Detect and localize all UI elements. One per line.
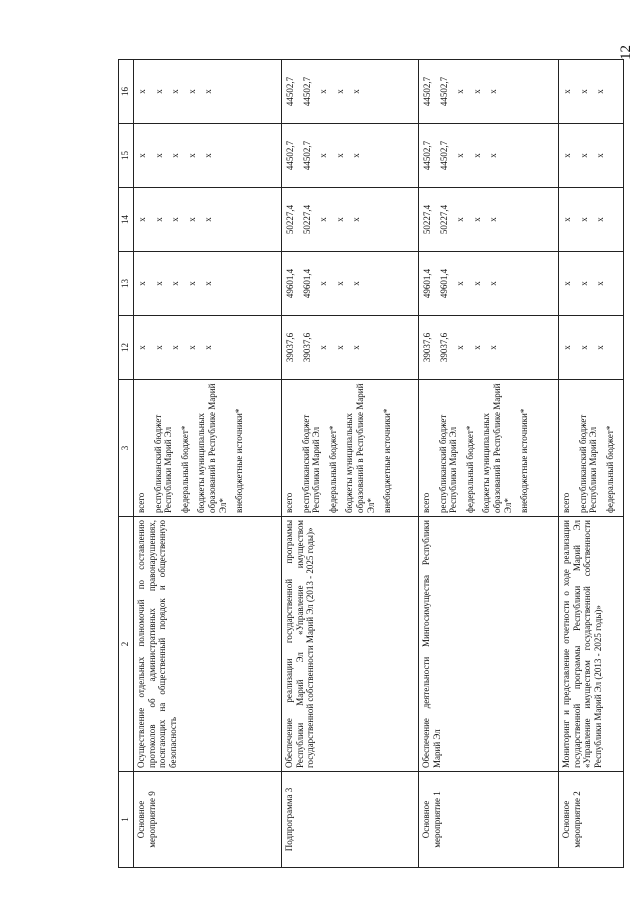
source-cell [282,380,419,517]
value: х [488,281,499,286]
rotated-table-container [118,60,615,868]
value: х [137,217,147,222]
value: х [488,153,499,158]
value: х [318,153,329,158]
value: 44502,7 [301,76,312,107]
value-cell-16 [134,60,282,124]
value: х [471,89,482,94]
source-cell [419,380,559,517]
value: х [351,217,362,222]
value: х [578,281,589,286]
row-code: Основное мероприятие 2 [559,772,624,868]
value-cell-14 [559,188,624,252]
value-cell-12 [134,316,282,380]
value: х [318,89,329,94]
value: х [351,281,362,286]
source-item: федеральный бюджет* [327,425,338,513]
source-item: внебюджетные источники* [234,408,245,513]
page-number: 12 [618,45,634,60]
table-row [282,60,419,868]
source-item: федеральный бюджет* [604,425,615,513]
value: х [334,89,345,94]
value: х [471,281,482,286]
source-item: всего [136,492,146,513]
value: х [488,345,499,350]
value-cell-13 [282,252,419,316]
value: х [562,345,572,350]
value: х [186,217,197,222]
source-item: внебюджетные источники* [382,408,393,513]
value: х [562,153,572,158]
value: х [170,345,181,350]
value: х [153,217,164,222]
source-item: всего [421,492,431,513]
financing-table [118,59,624,868]
value: х [186,281,197,286]
source-item: внебюджетные источники* [519,408,530,513]
value: 50227,4 [301,204,312,235]
value: х [595,217,606,222]
source-item: республиканский бюджет Республики Марий Эл [577,414,599,513]
value-cell-13 [419,252,559,316]
value: х [203,153,214,158]
value: х [153,89,164,94]
row-name: Обеспечение реализации государственной программы Республики Марий Эл «Управление имуществом государственной собственности Марий Эл (2013 - 2025 годы)» [282,517,419,772]
value: х [170,281,181,286]
row-code: Основное мероприятие 1 [419,772,559,868]
value: х [455,89,466,94]
value: х [471,217,482,222]
source-item: республиканский бюджет Республики Марий Эл [152,414,174,513]
value: х [203,217,214,222]
value: х [186,345,197,350]
value-cell-16 [419,60,559,124]
value-cell-16 [559,60,624,124]
value-cell-15 [282,124,419,188]
value: 49601,4 [301,268,312,299]
value: 39037,6 [285,332,295,363]
value: х [455,153,466,158]
value: 50227,4 [285,204,295,235]
source-item: бюджеты муниципальных образований в Республике Марий Эл* [196,383,228,513]
table-row [559,60,624,868]
value: х [351,89,362,94]
value: х [334,217,345,222]
source-item: бюджеты муниципальных образований в Республике Марий Эл* [344,383,376,513]
value-cell-13 [134,252,282,316]
value: х [334,281,345,286]
source-item: федеральный бюджет* [464,425,475,513]
value: х [351,345,362,350]
row-code: Подпрограмма 3 [282,772,419,868]
value: х [318,345,329,350]
value: 50227,4 [422,204,432,235]
value: 44502,7 [438,76,449,107]
value: 44502,7 [422,140,432,171]
value: х [578,217,589,222]
source-item: республиканский бюджет Республики Марий Эл [437,414,459,513]
value-cell-13 [559,252,624,316]
value: х [137,281,147,286]
value: х [203,345,214,350]
value: 49601,4 [285,268,295,299]
value: 44502,7 [438,140,449,171]
value-cell-15 [559,124,624,188]
row-name: Мониторинг и представление отчетности о ходе реализации государственной программы Республики Марий Эл «Управление имуществом государственной собственности Республики Марий Эл (2013 - 2025 годы)» [559,517,624,772]
value: 39037,6 [422,332,432,363]
source-item: республиканский бюджет Республики Марий Эл [300,414,322,513]
value: х [455,217,466,222]
value-cell-16 [282,60,419,124]
value: х [137,89,147,94]
value: 44502,7 [285,76,295,107]
header-cell: 1 [119,772,134,868]
value-cell-12 [282,316,419,380]
value: х [153,281,164,286]
value: х [318,281,329,286]
row-name: Осуществление отдельных полномочий по составлению протоколов об административных правонарушениях, посягающих на общественный порядок и общественную безопасность [134,517,282,772]
source-item: всего [284,492,294,513]
value: х [595,153,606,158]
row-name: Обеспечение деятельности Мингосимущества Республики Марий Эл [419,517,559,772]
value: х [170,153,181,158]
value-cell-12 [419,316,559,380]
header-cell: 12 [119,316,134,380]
header-cell: 3 [119,380,134,517]
value-cell-14 [282,188,419,252]
value: х [186,153,197,158]
value: х [562,89,572,94]
value: х [471,345,482,350]
value: х [318,217,329,222]
value: х [203,89,214,94]
value: 49601,4 [422,268,432,299]
value: х [137,153,147,158]
value: 44502,7 [422,76,432,107]
source-item: всего [561,492,571,513]
value: х [334,153,345,158]
value: х [170,217,181,222]
source-cell [134,380,282,517]
value: 39037,6 [438,332,449,363]
value: х [203,281,214,286]
value: х [488,217,499,222]
table-row [419,60,559,868]
value: х [562,281,572,286]
row-code: Основное мероприятие 9 [134,772,282,868]
value: х [351,153,362,158]
value: 44502,7 [285,140,295,171]
header-cell: 2 [119,517,134,772]
header-cell: 14 [119,188,134,252]
value: х [578,153,589,158]
header-cell: 15 [119,124,134,188]
value-cell-14 [419,188,559,252]
header-cell: 13 [119,252,134,316]
value: 49601,4 [438,268,449,299]
value: х [153,153,164,158]
value: х [153,345,164,350]
value-cell-15 [419,124,559,188]
value-cell-14 [134,188,282,252]
value: х [334,345,345,350]
value: х [578,89,589,94]
value: х [595,281,606,286]
value-cell-12 [559,316,624,380]
value: х [186,89,197,94]
source-item: бюджеты муниципальных образований в Республике Марий Эл* [481,383,513,513]
value: х [562,217,572,222]
value: х [471,153,482,158]
value: 44502,7 [301,140,312,171]
value: х [595,345,606,350]
value-cell-15 [134,124,282,188]
value: х [595,89,606,94]
table-row [134,60,282,868]
value: х [455,345,466,350]
value: х [455,281,466,286]
value: х [170,89,181,94]
value: 39037,6 [301,332,312,363]
table-header-row [119,60,134,868]
source-cell [559,380,624,517]
value: х [578,345,589,350]
source-item: федеральный бюджет* [179,425,190,513]
header-cell: 16 [119,60,134,124]
value: х [488,89,499,94]
value: х [137,345,147,350]
value: 50227,4 [438,204,449,235]
